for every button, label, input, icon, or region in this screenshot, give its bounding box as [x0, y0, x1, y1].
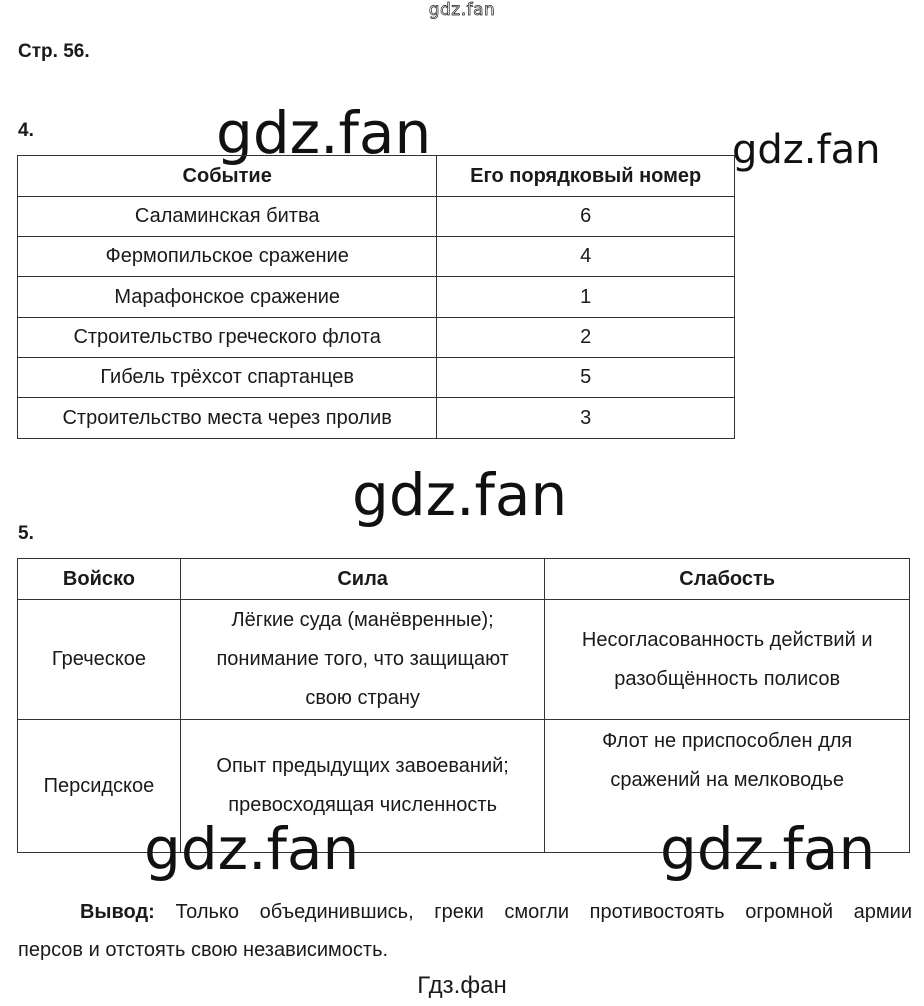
order-cell: 2 — [437, 318, 735, 358]
strength-line: превосходящая численность — [228, 794, 497, 816]
task5-number: 5. — [18, 523, 34, 544]
header-strength: Сила — [180, 559, 545, 600]
weakness-cell — [545, 600, 910, 720]
conclusion — [18, 893, 912, 969]
table-row — [18, 277, 735, 318]
table-row — [18, 600, 910, 720]
event-cell: Гибель трёхсот спартанцев — [18, 358, 437, 398]
table-row — [18, 237, 735, 277]
order-cell: 5 — [437, 358, 735, 398]
conclusion-text-2: персов и отстоять свою независимость. — [18, 939, 389, 961]
conclusion-line-1 — [18, 893, 912, 931]
watermark-1: gdz.fan — [216, 99, 432, 167]
task5-table — [17, 558, 910, 853]
table-row — [18, 398, 735, 439]
event-cell: Строительство греческого флота — [18, 318, 437, 358]
table-row — [18, 358, 735, 398]
table-header-row — [18, 156, 735, 197]
watermark-top: gdz.fan — [428, 0, 496, 20]
conclusion-label: Вывод: — [79, 901, 155, 923]
strength-line: Лёгкие суда (манёвренные); — [231, 609, 494, 631]
page-label: Стр. 56. — [18, 41, 90, 62]
order-cell: 1 — [437, 277, 735, 318]
weakness-line: Несогласованность действий и — [581, 628, 873, 651]
event-cell: Фермопильское сражение — [18, 237, 437, 277]
footer-label: Гдз.фан — [417, 972, 507, 999]
order-cell: 4 — [437, 237, 735, 277]
order-cell: 3 — [437, 398, 735, 439]
watermark-2: gdz.fan — [732, 127, 881, 173]
header-event: Событие — [18, 156, 437, 197]
header-weakness: Слабость — [545, 559, 910, 600]
weakness-line: Флот не приспособлен для — [602, 730, 853, 752]
table-row — [18, 318, 735, 358]
watermark-5: gdz.fan — [660, 815, 876, 883]
weakness-line: сражений на мелководье — [610, 769, 845, 791]
event-cell: Марафонское сражение — [18, 277, 437, 318]
table-row — [18, 197, 735, 237]
strength-line: понимание того, что защищают — [216, 648, 509, 670]
task4-table — [17, 155, 735, 439]
header-army: Войско — [18, 559, 181, 600]
event-cell: Саламинская битва — [18, 197, 437, 237]
watermark-4: gdz.fan — [144, 815, 360, 883]
event-cell: Строительство места через пролив — [18, 398, 437, 439]
strength-cell — [180, 600, 545, 720]
task4-number: 4. — [18, 120, 34, 141]
order-cell: 6 — [437, 197, 735, 237]
weakness-line: разобщённость полисов — [614, 667, 841, 690]
army-cell: Персидское — [18, 720, 181, 853]
army-cell: Греческое — [18, 600, 181, 720]
watermark-3: gdz.fan — [352, 461, 568, 529]
table-header-row — [18, 559, 910, 600]
strength-line: Опыт предыдущих завоеваний; — [216, 755, 509, 777]
header-order: Его порядковый номер — [437, 156, 735, 197]
conclusion-text-1: Только объединившись, греки смогли противостоять огромной армии — [175, 901, 912, 923]
strength-line: свою страну — [305, 687, 420, 709]
